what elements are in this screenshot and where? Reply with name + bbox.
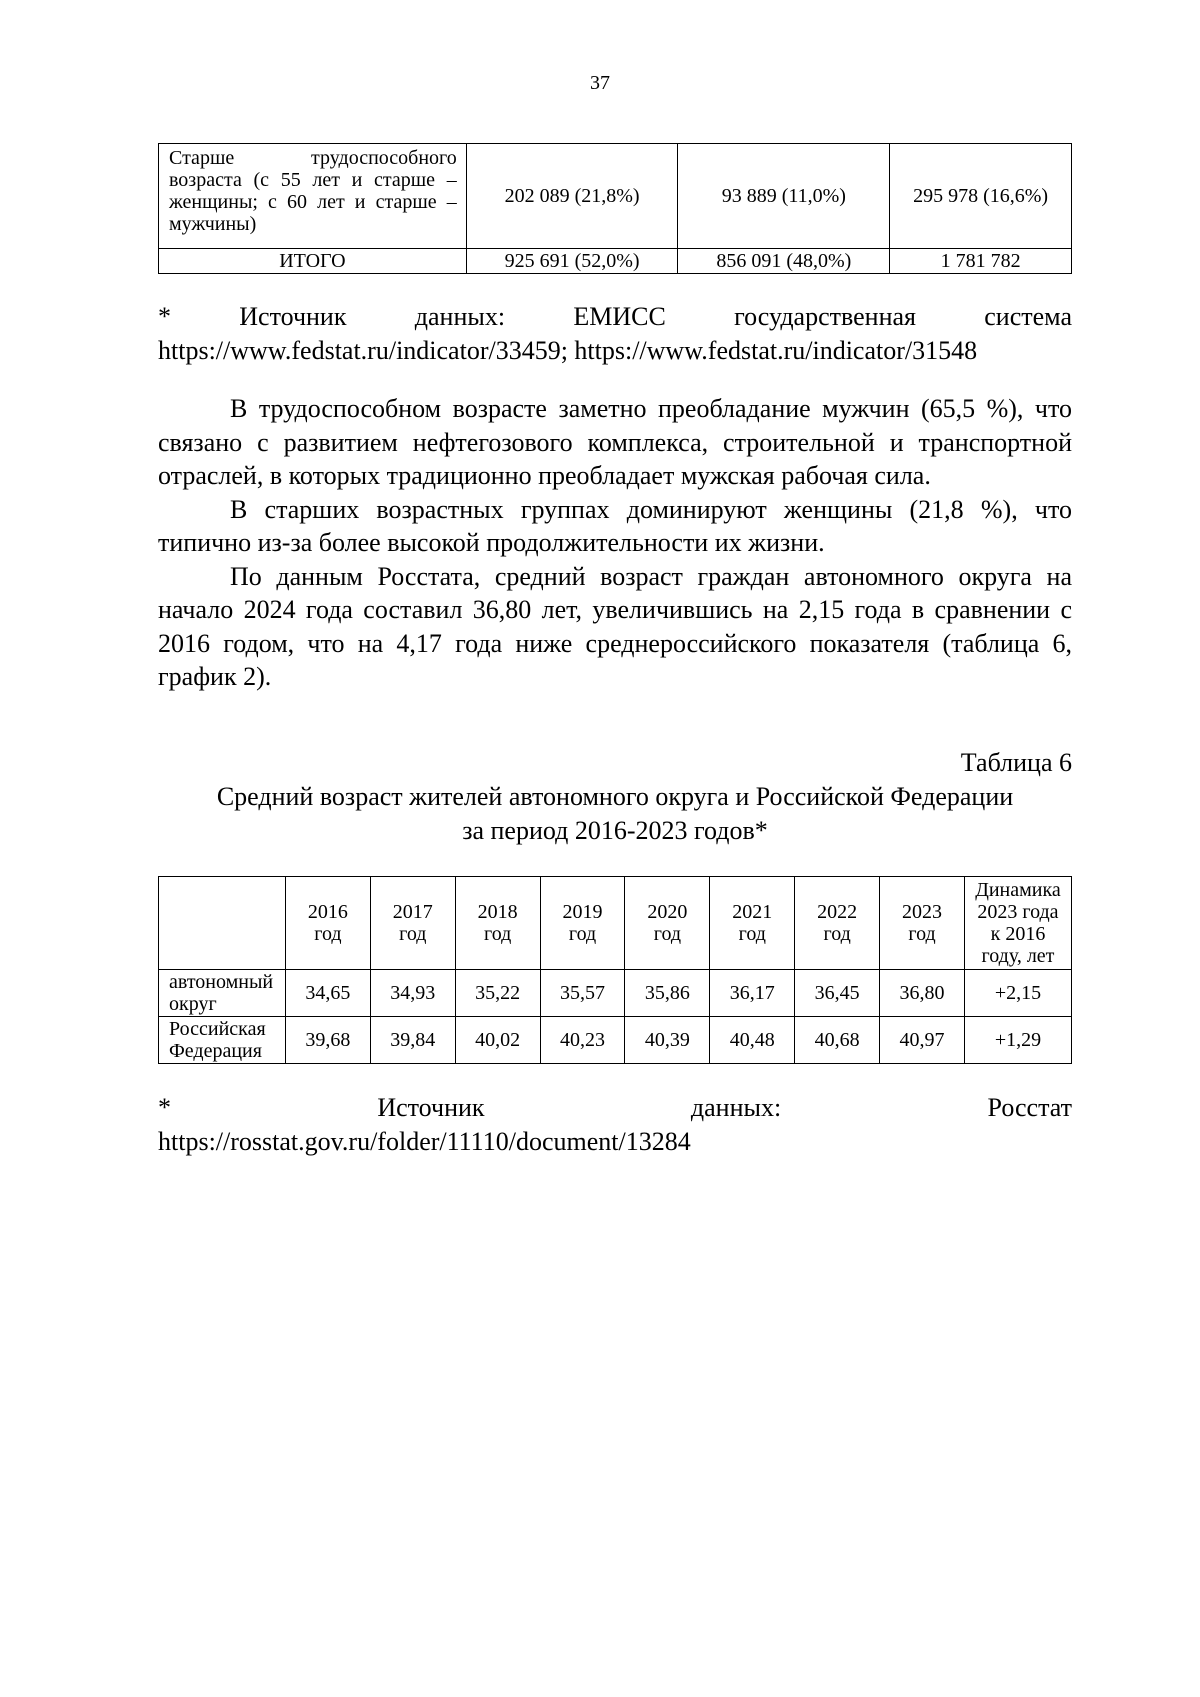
table-header-cell: 2023 год — [880, 877, 965, 970]
source-word: * — [158, 1093, 171, 1122]
table-cell: 40,23 — [540, 1017, 625, 1064]
source-word: государственная — [734, 302, 916, 331]
table-row — [159, 249, 1072, 274]
table-header-cell — [159, 877, 286, 970]
table-title-line: за период 2016-2023 годов* — [462, 816, 768, 845]
table-cell: 36,80 — [880, 970, 965, 1017]
source-urls: https://www.fedstat.ru/indicator/33459; https://www.fedstat.ru/indicator/31548 — [158, 336, 978, 365]
table-cell: 39,84 — [370, 1017, 455, 1064]
source-note — [158, 300, 1072, 368]
table-header-cell: 2019 год — [540, 877, 625, 970]
body-text — [158, 392, 1072, 694]
table-cell: 35,57 — [540, 970, 625, 1017]
table-header-cell: 2022 год — [795, 877, 880, 970]
paragraph: В старших возрастных группах доминируют женщины (21,8 %), что типично из-за более высокой продолжительности их жизни. — [158, 494, 1072, 557]
table-title-line: Средний возраст жителей автономного округа и Российской Федерации — [216, 782, 1014, 811]
table-cell: 856 091 (48,0%) — [678, 249, 890, 274]
table-header-cell: 2020 год — [625, 877, 710, 970]
row-label: автономный округ — [159, 970, 286, 1017]
table-header-cell: Динамика 2023 года к 2016 году, лет — [964, 877, 1071, 970]
table-header-cell: 2021 год — [710, 877, 795, 970]
table-cell: Старше трудоспособного возраста (с 55 лет и старше – женщины; с 60 лет и старше – мужчины) — [159, 144, 467, 249]
page-number: 37 — [590, 72, 610, 94]
table-cell: 40,97 — [880, 1017, 965, 1064]
table-header-row — [159, 877, 1072, 970]
table-cell: 35,86 — [625, 970, 710, 1017]
source-word: Источник — [239, 302, 347, 331]
table-number: Таблица 6 — [960, 748, 1072, 777]
table-cell: 93 889 (11,0%) — [678, 144, 890, 249]
table-cell: 202 089 (21,8%) — [466, 144, 678, 249]
source-word: ЕМИСС — [573, 302, 666, 331]
table-cell: +1,29 — [964, 1017, 1071, 1064]
source-word: система — [984, 302, 1072, 331]
table-cell: 40,48 — [710, 1017, 795, 1064]
table-cell: 40,02 — [455, 1017, 540, 1064]
average-age-table — [158, 876, 1072, 1064]
table-cell: 36,45 — [795, 970, 880, 1017]
table-cell: 1 781 782 — [890, 249, 1072, 274]
source-url: https://rosstat.gov.ru/folder/11110/document/13284 — [158, 1127, 691, 1156]
table-header-cell: 2018 год — [455, 877, 540, 970]
table-cell: 35,22 — [455, 970, 540, 1017]
source-word: * — [158, 302, 171, 331]
table-cell: 34,93 — [370, 970, 455, 1017]
table-title — [158, 780, 1072, 848]
table-cell: 40,68 — [795, 1017, 880, 1064]
source-word: Росстат — [987, 1093, 1072, 1122]
source-word: данных: — [690, 1093, 782, 1122]
table-cell: +2,15 — [964, 970, 1071, 1017]
row-label: Российская Федерация — [159, 1017, 286, 1064]
table-header-cell: 2017 год — [370, 877, 455, 970]
table-cell: 925 691 (52,0%) — [466, 249, 678, 274]
table-cell: 295 978 (16,6%) — [890, 144, 1072, 249]
paragraph: По данным Росстата, средний возраст граждан автономного округа на начало 2024 года составил 36,80 лет, увеличившись на 2,15 года в сравнении с 2016 годом, что на 4,17 года ниже среднероссийского показателя (таблица 6, график 2). — [158, 561, 1072, 691]
source-word: Источник — [377, 1093, 485, 1122]
table-cell: ИТОГО — [159, 249, 467, 274]
table-cell: 34,65 — [285, 970, 370, 1017]
table-cell: 39,68 — [285, 1017, 370, 1064]
table-cell: 40,39 — [625, 1017, 710, 1064]
table-cell: 36,17 — [710, 970, 795, 1017]
table-row — [159, 970, 1072, 1017]
population-table-continuation — [158, 143, 1072, 274]
table-row — [159, 1017, 1072, 1064]
source-word: данных: — [414, 302, 506, 331]
paragraph: В трудоспособном возрасте заметно преобладание мужчин (65,5 %), что связано с развитием нефтегозового комплекса, строительной и транспортной отраслей, в которых традиционно преобладает мужская рабочая сила. — [158, 394, 1072, 490]
source-note-2 — [158, 1091, 1072, 1159]
table-row — [159, 144, 1072, 249]
table-header-cell: 2016 год — [285, 877, 370, 970]
